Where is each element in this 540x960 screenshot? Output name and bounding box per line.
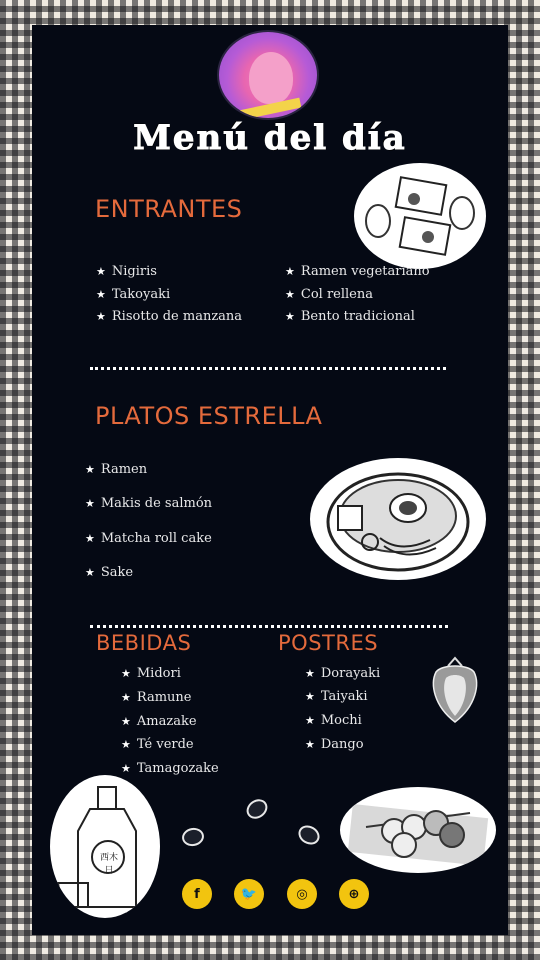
list-item: ★ Nigiris: [96, 264, 157, 279]
star-icon: ★: [121, 738, 131, 751]
ramen-illustration: [310, 458, 486, 580]
star-icon: ★: [305, 714, 315, 727]
list-item: ★ Makis de salmón: [85, 496, 213, 511]
section-platos-heading: PLATOS ESTRELLA: [95, 402, 323, 430]
list-item: ★ Té verde: [121, 737, 194, 752]
sake-label: 西木日: [99, 853, 118, 876]
avatar-face: [249, 52, 293, 104]
list-item: ★ Amazake: [121, 714, 197, 729]
section-divider: [90, 625, 448, 628]
dango-illustration: [340, 787, 496, 873]
list-item: ★ Taiyaki: [305, 689, 368, 704]
bento-illustration: [354, 163, 486, 269]
star-icon: ★: [85, 532, 95, 545]
star-icon: ★: [121, 762, 131, 775]
list-item: ★ Dango: [305, 737, 364, 752]
star-icon: ★: [305, 738, 315, 751]
star-icon: ★: [305, 690, 315, 703]
page-title: Menú del día: [133, 118, 407, 158]
list-item: ★ Ramen: [85, 462, 148, 477]
star-icon: ★: [85, 566, 95, 579]
list-item: ★ Dorayaki: [305, 666, 381, 681]
list-item: ★ Risotto de manzana: [96, 309, 243, 324]
sake-illustration: [50, 775, 160, 918]
section-entrantes-heading: ENTRANTES: [95, 195, 243, 223]
star-icon: ★: [285, 265, 295, 278]
section-divider: [90, 367, 446, 370]
list-item: ★ Col rellena: [285, 287, 373, 302]
instagram-icon[interactable]: ◎: [287, 879, 317, 909]
globe-icon[interactable]: ⊕: [339, 879, 369, 909]
list-item: ★ Tamagozake: [121, 761, 219, 776]
list-item: ★ Sake: [85, 565, 134, 580]
list-item: ★ Matcha roll cake: [85, 531, 212, 546]
star-icon: ★: [85, 463, 95, 476]
star-icon: ★: [121, 691, 131, 704]
list-item: ★ Ramen vegetariano: [285, 264, 430, 279]
list-item: ★ Midori: [121, 666, 181, 681]
star-icon: ★: [121, 715, 131, 728]
logo-avatar: [217, 30, 319, 120]
section-bebidas-heading: BEBIDAS: [96, 631, 192, 655]
star-icon: ★: [285, 310, 295, 323]
star-icon: ★: [96, 288, 106, 301]
list-item: ★ Ramune: [121, 690, 192, 705]
facebook-icon[interactable]: f: [182, 879, 212, 909]
twitter-icon[interactable]: 🐦: [234, 879, 264, 909]
list-item: ★ Mochi: [305, 713, 362, 728]
star-icon: ★: [96, 265, 106, 278]
list-item: ★ Takoyaki: [96, 287, 171, 302]
section-postres-heading: POSTRES: [278, 631, 379, 655]
star-icon: ★: [121, 667, 131, 680]
star-icon: ★: [305, 667, 315, 680]
star-icon: ★: [285, 288, 295, 301]
star-icon: ★: [85, 497, 95, 510]
star-icon: ★: [96, 310, 106, 323]
list-item: ★ Bento tradicional: [285, 309, 415, 324]
strawberry-illustration: [428, 656, 482, 724]
